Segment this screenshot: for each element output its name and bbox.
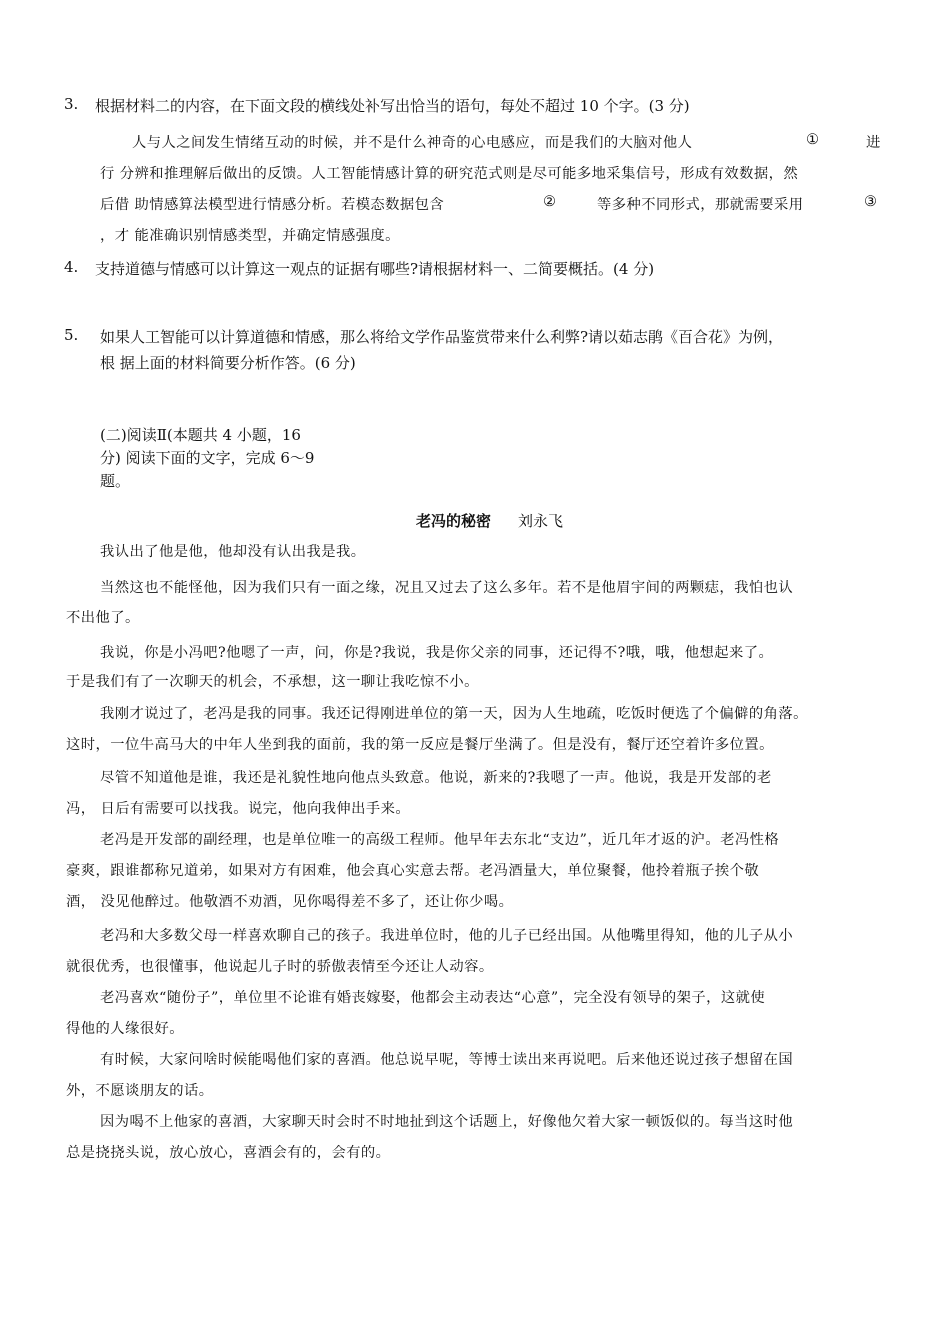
story-line: 我刚才说过了，老冯是我的同事。我还记得刚进单位的第一天，因为人生地疏，吃饭时便选了个偏僻的角落。 [100, 706, 808, 722]
blank-marker-1: ① [806, 132, 820, 148]
story-line: 外，不愿谈朋友的话。 [66, 1083, 214, 1099]
story-line: 因为喝不上他家的喜酒，大家聊天时会时不时地扯到这个话题上，好像他欠着大家一顿饭似的。每当这时他 [100, 1114, 794, 1130]
question-3-text: 根据材料二的内容，在下面文段的横线处补写出恰当的语句，每处不超过 10 个字。(3 分) [95, 97, 690, 115]
story-line: 老冯是开发部的副经理，也是单位唯一的高级工程师。他早年去东北“支边”，近几年才返的沪。老冯性格 [100, 832, 780, 848]
story-line: 这时，一位牛高马大的中年人坐到我的面前，我的第一反应是餐厅坐满了。但是没有，餐厅还空着许多位置。 [66, 737, 774, 753]
question-5-line-1: 如果人工智能可以计算道德和情感，那么将给文学作品鉴赏带来什么利弊?请以茹志鹃《百合花》为例， [100, 328, 784, 346]
story-line: 不出他了。 [66, 610, 140, 626]
section-heading-line-2: 分) 阅读下面的文字，完成 6～9 [100, 449, 315, 467]
question-3-passage-line-2: 行 分辨和推理解后做出的反馈。人工智能情感计算的研究范式则是尽可能多地采集信号，形成有效数据，然 [100, 166, 799, 182]
question-5-line-2: 根 据上面的材料简要分析作答。(6 分) [100, 354, 356, 372]
question-3-passage-line-4: ，才 能准确识别情感类型，并确定情感强度。 [100, 228, 400, 244]
story-line: 我说，你是小冯吧?他嗯了一声，问，你是?我说，我是你父亲的同事，还记得不?哦，哦，他想起来了。 [100, 645, 774, 661]
story-line: 总是挠挠头说，放心放心，喜酒会有的，会有的。 [66, 1145, 391, 1161]
question-3-passage-line-3: 后借 助情感算法模型进行情感分析。若模态数据包含 [100, 197, 445, 213]
question-3-passage-line-3-mid: 等多种不同形式，那就需要采用 [597, 197, 804, 213]
story-author: 刘永飞 [518, 512, 564, 530]
story-line: 冯， 日后有需要可以找我。说完，他向我伸出手来。 [66, 801, 411, 817]
question-3-passage-line-1: 人与人之间发生情绪互动的时候，并不是什么神奇的心电感应，而是我们的大脑对他人 [132, 135, 693, 151]
story-line: 于是我们有了一次聊天的机会，不承想，这一聊让我吃惊不小。 [66, 674, 479, 690]
story-line: 老冯喜欢“随份子”，单位里不论谁有婚丧嫁娶，他都会主动表达“心意”，完全没有领导的架子，这就使 [100, 990, 766, 1006]
section-heading-line-1: (二)阅读Ⅱ(本题共 4 小题，16 [100, 426, 301, 444]
story-line: 有时候，大家问啥时候能喝他们家的喜酒。他总说早呢，等博士读出来再说吧。后来他还说过孩子想留在国 [100, 1052, 794, 1068]
story-title: 老冯的秘密 [416, 512, 492, 530]
story-line: 豪爽，跟谁都称兄道弟，如果对方有困难，他会真心实意去帮。老冯酒量大，单位聚餐，他拎着瓶子挨个敬 [66, 863, 760, 879]
story-line: 当然这也不能怪他，因为我们只有一面之缘，况且又过去了这么多年。若不是他眉宇间的两颗痣，我怕也认 [100, 580, 794, 596]
section-heading-line-3: 题。 [100, 472, 131, 490]
story-line: 老冯和大多数父母一样喜欢聊自己的孩子。我进单位时，他的儿子已经出国。从他嘴里得知，他的儿子从小 [100, 928, 794, 944]
question-3-number: 3. [64, 95, 79, 113]
story-line: 得他的人缘很好。 [66, 1021, 184, 1037]
question-4-number: 4. [64, 258, 79, 276]
story-line: 就很优秀，也很懂事，他说起儿子时的骄傲表情至今还让人动容。 [66, 959, 494, 975]
story-line: 我认出了他是他，他却没有认出我是我。 [100, 544, 366, 560]
story-line: 尽管不知道他是谁，我还是礼貌性地向他点头致意。他说，新来的?我嗯了一声。他说，我是开发部的老 [100, 770, 772, 786]
question-3-passage-line-1-end: 进 [866, 135, 881, 151]
story-line: 酒， 没见他醉过。他敬酒不劝酒，见你喝得差不多了，还让你少喝。 [66, 894, 514, 910]
blank-marker-2: ② [543, 194, 557, 210]
blank-marker-3: ③ [864, 194, 878, 210]
question-5-number: 5. [64, 326, 79, 344]
question-4-text: 支持道德与情感可以计算这一观点的证据有哪些?请根据材料一、二简要概括。(4 分) [95, 260, 655, 278]
